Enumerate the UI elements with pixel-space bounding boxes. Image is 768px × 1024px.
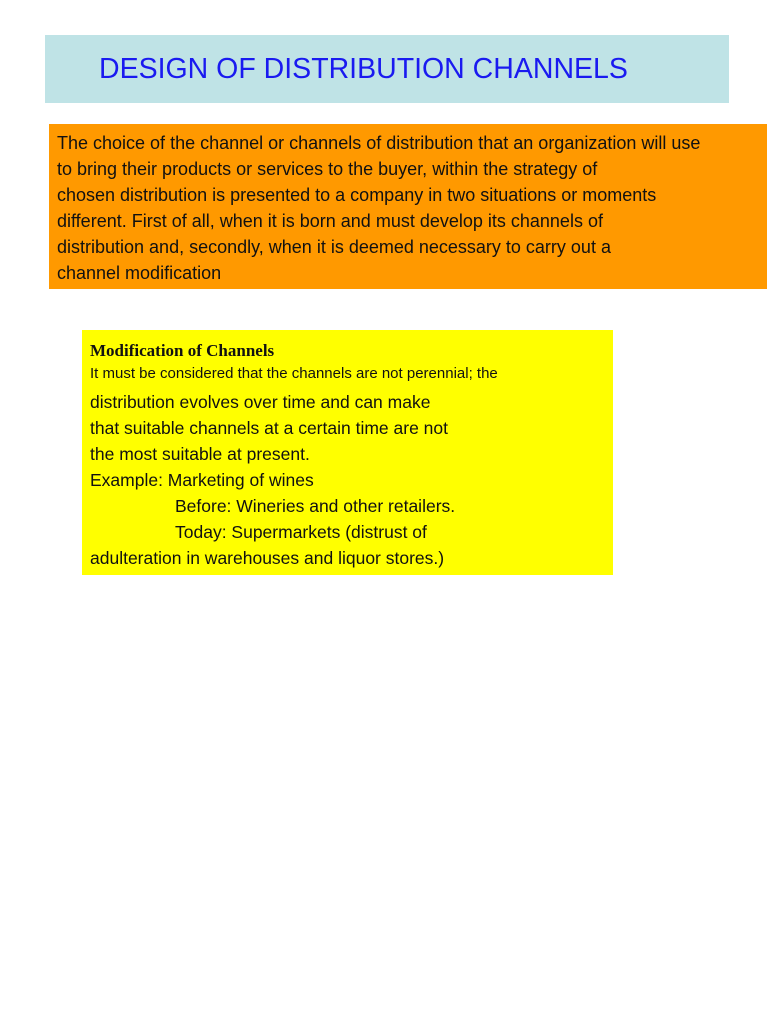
- intro-line: The choice of the channel or channels of distribution that an organization will use: [57, 133, 701, 153]
- modification-line: that suitable channels at a certain time are not: [90, 418, 448, 438]
- example-before-line: Before: Wineries and other retailers.: [175, 496, 456, 516]
- example-line: Example: Marketing of wines: [90, 470, 314, 490]
- intro-text-box: [49, 124, 767, 289]
- modification-line: distribution evolves over time and can make: [90, 392, 431, 412]
- intro-line: chosen distribution is presented to a company in two situations or moments: [57, 185, 657, 205]
- modification-line: the most suitable at present.: [90, 444, 310, 464]
- modification-paragraph: [90, 389, 455, 571]
- slide-title: DESIGN OF DISTRIBUTION CHANNELS: [99, 53, 628, 85]
- modification-first-line: It must be considered that the channels are not perennial; the: [90, 365, 498, 382]
- intro-line: different. First of all, when it is born and must develop its channels of: [57, 211, 603, 231]
- intro-line: channel modification: [57, 263, 222, 283]
- intro-paragraph: [57, 130, 700, 286]
- example-today-line: Today: Supermarkets (distrust of: [175, 522, 427, 542]
- intro-line: to bring their products or services to the buyer, within the strategy of: [57, 159, 598, 179]
- modification-text-box: [82, 330, 613, 575]
- intro-line: distribution and, secondly, when it is deemed necessary to carry out a: [57, 237, 611, 257]
- modification-line: adulteration in warehouses and liquor stores.): [90, 548, 445, 568]
- modification-heading: Modification of Channels: [90, 341, 275, 360]
- title-banner: [45, 35, 729, 103]
